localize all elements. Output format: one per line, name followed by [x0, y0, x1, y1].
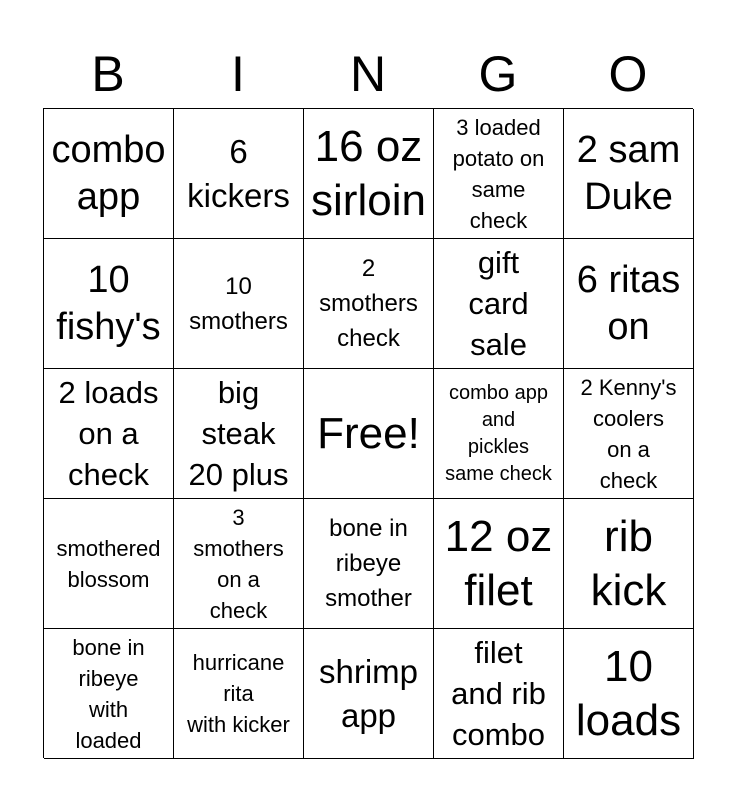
header-letter-o: O	[608, 46, 648, 102]
bingo-cell-r2-c5[interactable]	[564, 239, 694, 369]
cell-text: combo app	[51, 128, 166, 218]
bingo-cell-r1-c5[interactable]	[564, 109, 694, 239]
bingo-cell-r2-c2[interactable]	[174, 239, 304, 369]
cell-text: smothered blossom	[56, 535, 161, 592]
bingo-cell-r5-c5[interactable]	[564, 629, 694, 759]
cell-text: bone in ribeye smother	[325, 515, 412, 612]
bingo-cell-r1-c2[interactable]	[174, 109, 304, 239]
cell-text: big steak 20 plus	[188, 375, 289, 492]
cell-text: 10 fishy's	[56, 258, 161, 348]
bingo-cell-r2-c1[interactable]	[44, 239, 174, 369]
header-letter-g: G	[478, 46, 518, 102]
free-space-text: Free!	[317, 408, 420, 458]
bingo-cell-r5-c4[interactable]	[434, 629, 564, 759]
bingo-cell-r4-c5[interactable]	[564, 499, 694, 629]
cell-text: filet and rib combo	[451, 635, 546, 752]
cell-text: 10 loads	[575, 641, 682, 745]
bingo-header	[43, 40, 693, 108]
bingo-cell-r4-c1[interactable]	[44, 499, 174, 629]
cell-text: shrimp app	[318, 652, 419, 734]
header-letter-b: B	[91, 46, 125, 102]
bingo-cell-r3-c3-free[interactable]	[304, 369, 434, 499]
cell-text: 2 Kenny's coolers on a check	[580, 374, 677, 493]
bingo-card-grid	[43, 108, 693, 758]
header-letter-n: N	[349, 46, 387, 102]
cell-text: 2 sam Duke	[576, 128, 681, 218]
bingo-cell-r4-c4[interactable]	[434, 499, 564, 629]
cell-text: 3 loaded potato on same check	[452, 114, 545, 233]
cell-text: 12 oz filet	[444, 511, 553, 615]
cell-text: 10 smothers	[189, 272, 288, 335]
bingo-cell-r3-c5[interactable]	[564, 369, 694, 499]
cell-text: hurricane rita with kicker	[187, 650, 290, 737]
bingo-cell-r1-c4[interactable]	[434, 109, 564, 239]
cell-text: 16 oz sirloin	[311, 121, 426, 225]
bingo-cell-r4-c3[interactable]	[304, 499, 434, 629]
cell-text: 6 ritas on	[576, 258, 681, 348]
bingo-cell-r5-c1[interactable]	[44, 629, 174, 759]
bingo-cell-r3-c4[interactable]	[434, 369, 564, 499]
cell-text: 2 loads on a check	[58, 375, 159, 492]
cell-text: gift card sale	[468, 245, 529, 362]
bingo-cell-r3-c1[interactable]	[44, 369, 174, 499]
cell-text: 2 smothers check	[319, 255, 418, 352]
cell-text: bone in ribeye with loaded	[72, 634, 145, 753]
bingo-cell-r4-c2[interactable]	[174, 499, 304, 629]
bingo-cell-r5-c2[interactable]	[174, 629, 304, 759]
cell-text: 6 kickers	[187, 132, 290, 214]
cell-text: combo app and pickles same check	[445, 381, 552, 485]
cell-text: rib kick	[590, 511, 667, 615]
bingo-cell-r5-c3[interactable]	[304, 629, 434, 759]
bingo-cell-r1-c1[interactable]	[44, 109, 174, 239]
bingo-cell-r2-c4[interactable]	[434, 239, 564, 369]
bingo-cell-r1-c3[interactable]	[304, 109, 434, 239]
header-letter-i: I	[231, 46, 245, 102]
bingo-cell-r3-c2[interactable]	[174, 369, 304, 499]
cell-text: 3 smothers on a check	[193, 504, 284, 623]
bingo-cell-r2-c3[interactable]	[304, 239, 434, 369]
